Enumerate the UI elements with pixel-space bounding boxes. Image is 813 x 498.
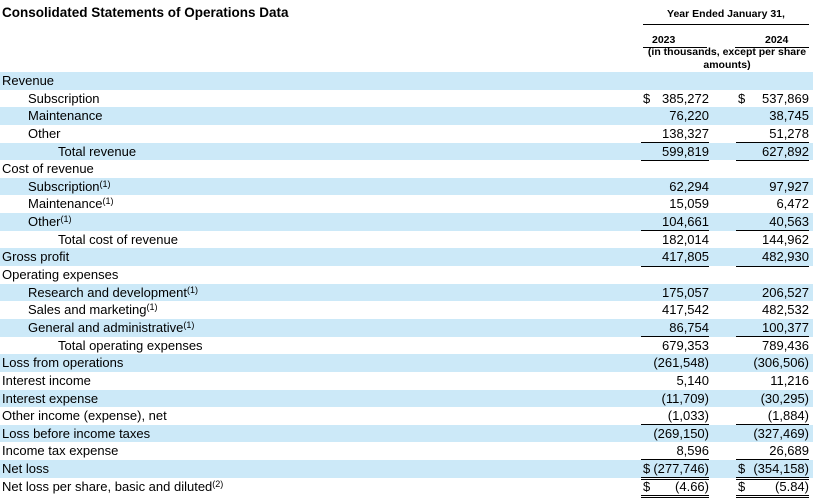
- row-label: [28, 319, 194, 338]
- value-cell-2024: [736, 231, 809, 249]
- value-cell-2024: [736, 178, 809, 195]
- table-row: [0, 125, 813, 143]
- header-divider: [643, 24, 809, 25]
- row-label-text: Interest expense: [2, 390, 99, 406]
- row-label: [28, 195, 113, 214]
- value-cell-2024: [736, 407, 809, 425]
- value-2023: (261,548): [653, 355, 709, 371]
- row-label: [28, 178, 111, 197]
- row-label: [2, 248, 69, 265]
- row-label-text: Subscription: [28, 178, 100, 194]
- row-label-text: Total cost of revenue: [58, 231, 178, 247]
- value-cell-2023: [641, 425, 709, 442]
- value-2023: (277,746): [653, 461, 709, 477]
- row-label-text: Loss before income taxes: [2, 425, 151, 441]
- value-cell-2024: [736, 390, 809, 407]
- value-2023: 599,819: [662, 143, 709, 159]
- row-label-text: Maintenance: [28, 108, 103, 124]
- row-label: [2, 266, 118, 283]
- footnote-marker: (1): [60, 214, 72, 225]
- value-cell-2023: [641, 354, 709, 371]
- page-title: Consolidated Statements of Operations Data: [2, 5, 289, 20]
- value-cell-2024: [736, 213, 809, 231]
- value-2024: 26,689: [769, 443, 809, 459]
- value-2023: 62,294: [669, 178, 709, 194]
- table-row: [0, 372, 813, 390]
- column-header-2023: 2023: [652, 34, 676, 46]
- table-row: [0, 160, 813, 178]
- value-cell-2023: [641, 337, 709, 355]
- value-2024: (327,469): [753, 425, 809, 441]
- row-label: [28, 90, 100, 107]
- table-row: [0, 178, 813, 196]
- value-cell-2024: [736, 425, 809, 442]
- value-cell-2024: [736, 354, 809, 371]
- value-cell-2024: [736, 125, 809, 143]
- value-cell-2024: [736, 266, 809, 284]
- table-row: [0, 195, 813, 213]
- value-cell-2023: [641, 143, 709, 160]
- value-cell-2024: [736, 284, 809, 301]
- value-2024: 51,278: [769, 125, 809, 141]
- value-cell-2023: [641, 160, 709, 178]
- value-2024: 482,930: [762, 249, 809, 265]
- value-2024: 11,216: [770, 372, 809, 388]
- value-2024: 97,927: [769, 178, 809, 194]
- row-label: [28, 107, 102, 124]
- value-2024: 38,745: [769, 108, 809, 124]
- value-cell-2024: [736, 195, 809, 212]
- value-cell-2023: [641, 213, 709, 231]
- row-label-text: Net loss per share, basic and diluted: [2, 478, 213, 494]
- table-row: [0, 442, 813, 460]
- row-label: [2, 460, 49, 477]
- table-row: [0, 143, 813, 161]
- value-2023: 138,327: [662, 125, 709, 141]
- value-cell-2023: [641, 125, 709, 143]
- row-label-text: Other income (expense), net: [2, 408, 167, 424]
- row-label-text: Net loss: [2, 461, 49, 477]
- value-2023: 175,057: [662, 284, 709, 300]
- table-row: [0, 407, 813, 425]
- value-2024: (5.84): [775, 478, 809, 494]
- table-row: [0, 301, 813, 319]
- table-row: [0, 72, 813, 90]
- table-row: [0, 284, 813, 302]
- currency-symbol: $: [738, 461, 746, 477]
- value-2024: 144,962: [762, 231, 809, 247]
- row-label-text: General and administrative: [28, 319, 184, 335]
- row-label: [2, 160, 94, 177]
- footnote-marker: (1): [146, 302, 158, 313]
- table-row: [0, 478, 813, 496]
- table-row: [0, 213, 813, 231]
- value-cell-2023: [641, 248, 709, 265]
- value-cell-2024: [736, 248, 809, 265]
- value-cell-2023: [641, 319, 709, 337]
- value-cell-2023: [641, 284, 709, 301]
- units-note: (in thousands, except per share amounts): [647, 46, 807, 71]
- currency-symbol: $: [738, 478, 746, 494]
- value-2023: 417,542: [662, 302, 709, 318]
- value-2024: (306,506): [753, 355, 809, 371]
- column-group-header: Year Ended January 31,: [667, 8, 785, 20]
- row-label: [2, 354, 123, 371]
- value-2024: 789,436: [762, 337, 809, 353]
- row-label-text: Income tax expense: [2, 443, 119, 459]
- value-cell-2023: [641, 372, 709, 389]
- row-label-text: Interest income: [2, 372, 91, 388]
- value-cell-2024: [736, 143, 809, 160]
- value-2023: (1,033): [667, 408, 709, 424]
- row-label-text: Other: [28, 125, 61, 141]
- value-cell-2023: [641, 266, 709, 284]
- row-label-text: Research and development: [28, 284, 187, 300]
- row-label: [28, 213, 72, 232]
- value-cell-2024: [736, 72, 809, 89]
- row-label-text: Gross profit: [2, 249, 70, 265]
- value-2024: 206,527: [762, 284, 809, 300]
- table-row: [0, 231, 813, 249]
- value-cell-2023: [641, 442, 709, 460]
- footnote-marker: (1): [99, 178, 111, 189]
- value-cell-2023: [641, 107, 709, 124]
- row-label: [2, 390, 98, 407]
- value-cell-2023: [641, 231, 709, 249]
- currency-symbol: $: [643, 461, 651, 477]
- row-label-text: Cost of revenue: [2, 161, 94, 177]
- value-2024: 537,869: [762, 90, 809, 106]
- row-label-text: Other: [28, 214, 61, 230]
- table-row: [0, 390, 813, 408]
- value-cell-2023: [641, 301, 709, 318]
- row-label-text: Loss from operations: [2, 355, 124, 371]
- value-cell-2024: [736, 478, 809, 498]
- footnote-marker: (2): [212, 478, 224, 489]
- value-2023: (4.66): [675, 478, 709, 494]
- table-row: [0, 319, 813, 337]
- row-label: [2, 425, 150, 442]
- value-2023: 104,661: [662, 214, 709, 230]
- table-row: [0, 266, 813, 284]
- value-2023: (269,150): [653, 425, 709, 441]
- value-cell-2023: [641, 178, 709, 195]
- row-label-text: Revenue: [2, 73, 55, 88]
- table-row: [0, 337, 813, 355]
- row-label-text: Total revenue: [58, 143, 137, 159]
- value-2024: (354,158): [753, 461, 809, 477]
- value-cell-2023: [641, 390, 709, 407]
- value-2023: 15,059: [669, 196, 709, 212]
- footnote-marker: (1): [187, 284, 198, 295]
- row-label: [2, 407, 167, 424]
- row-label: [58, 143, 136, 160]
- row-label: [28, 301, 158, 320]
- column-header-2024: 2024: [765, 34, 789, 46]
- row-label-text: Sales and marketing: [28, 302, 147, 318]
- currency-symbol: $: [643, 478, 651, 494]
- row-label: [58, 337, 203, 354]
- value-2024: 100,377: [762, 319, 809, 335]
- table-row: [0, 107, 813, 125]
- value-cell-2023: [641, 195, 709, 212]
- table-row: [0, 90, 813, 108]
- row-label: [28, 284, 198, 303]
- row-label: [2, 72, 54, 89]
- row-label: [2, 442, 118, 459]
- value-cell-2024: [736, 301, 809, 318]
- row-label: [58, 231, 178, 248]
- value-cell-2024: [736, 337, 809, 355]
- row-label: [2, 372, 91, 389]
- value-2024: (1,884): [767, 408, 809, 424]
- value-2024: 40,563: [769, 214, 809, 230]
- value-2023: 86,754: [669, 319, 709, 335]
- value-cell-2024: [736, 90, 809, 107]
- statement-table: [0, 72, 813, 495]
- value-2023: 182,014: [662, 231, 709, 247]
- value-2024: 627,892: [762, 143, 809, 159]
- value-cell-2024: [736, 107, 809, 124]
- table-row: [0, 354, 813, 372]
- table-row: [0, 425, 813, 443]
- value-2023: 385,272: [662, 90, 709, 106]
- value-cell-2024: [736, 372, 809, 389]
- value-2023: 76,220: [669, 108, 709, 124]
- footnote-marker: (1): [102, 196, 114, 207]
- value-2023: 417,805: [662, 249, 709, 265]
- value-cell-2023: [641, 90, 709, 107]
- row-label: [2, 478, 223, 497]
- currency-symbol: $: [738, 90, 746, 106]
- row-label-text: Subscription: [28, 90, 100, 106]
- row-label-text: Maintenance: [28, 196, 103, 212]
- value-2024: 6,472: [776, 196, 809, 212]
- currency-symbol: $: [643, 90, 651, 106]
- table-row: [0, 248, 813, 266]
- value-2024: (30,295): [760, 390, 809, 406]
- footnote-marker: (1): [183, 319, 195, 330]
- table-row: [0, 460, 813, 478]
- row-label: [28, 125, 61, 142]
- value-cell-2024: [736, 442, 809, 460]
- row-label-text: Total operating expenses: [58, 337, 203, 353]
- value-2023: (11,709): [661, 390, 709, 406]
- value-2023: 5,140: [676, 372, 709, 388]
- value-2023: 8,596: [676, 443, 709, 459]
- value-cell-2024: [736, 160, 809, 178]
- value-cell-2023: [641, 407, 709, 425]
- row-label-text: Operating expenses: [2, 267, 119, 283]
- value-2024: 482,532: [762, 302, 809, 318]
- value-cell-2023: [641, 72, 709, 89]
- value-cell-2024: [736, 319, 809, 337]
- value-cell-2023: [641, 478, 709, 498]
- value-2023: 679,353: [662, 337, 709, 353]
